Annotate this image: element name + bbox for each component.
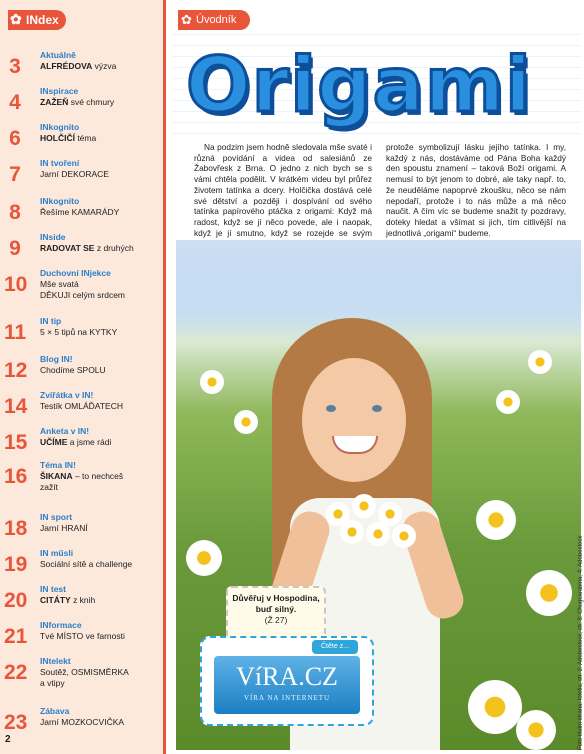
index-page-number: 15 <box>4 431 28 454</box>
index-item-title-line2: zažít <box>40 482 58 492</box>
index-item-title <box>40 279 158 290</box>
index-item[interactable] <box>0 158 162 194</box>
index-item[interactable] <box>0 706 162 742</box>
index-item-title-bold: HOLČIČÍ <box>40 133 75 143</box>
index-item-title-rest: Jarní HRANÍ <box>40 523 88 533</box>
daisy-icon <box>186 540 222 576</box>
index-item[interactable] <box>0 316 162 352</box>
index-section-label: Téma IN! <box>40 460 76 470</box>
index-item-title <box>40 61 158 72</box>
index-page-number: 21 <box>4 625 28 648</box>
index-item-title <box>40 97 158 108</box>
photo-credit-text: Foto titulní strana: fotolia, str. 2: Adobestock, str. 3: Chugcarabina, 4: Adobestock <box>578 535 584 750</box>
girl-eye-right <box>372 405 382 412</box>
index-item-title-rest: z druhých <box>94 243 134 253</box>
index-section-label: IN test <box>40 584 66 594</box>
index-item[interactable] <box>0 122 162 158</box>
index-item[interactable] <box>0 354 162 390</box>
daisy-icon <box>526 570 572 616</box>
index-item-title <box>40 667 158 678</box>
index-page-number: 18 <box>4 517 28 540</box>
index-page-number: 9 <box>9 237 21 260</box>
editorial-tab-label: Úvodník <box>196 14 237 26</box>
index-item[interactable] <box>0 460 162 496</box>
index-item-title-line2: DĚKUJI celým srdcem <box>40 290 126 300</box>
vira-cz-card[interactable] <box>200 636 374 726</box>
index-page-number: 10 <box>4 273 28 296</box>
index-sidebar <box>0 0 166 754</box>
index-item-title <box>40 559 158 570</box>
index-item-title <box>40 717 158 728</box>
index-section-label: IN sport <box>40 512 73 522</box>
index-item-title-bold: UČÍME <box>40 437 68 447</box>
index-section-label: IN tvoření <box>40 158 80 168</box>
index-page-number: 12 <box>4 359 28 382</box>
index-page-number: 16 <box>4 465 28 488</box>
index-section-label: Zvířátka v IN! <box>40 390 94 400</box>
daisy-icon <box>468 680 522 734</box>
index-item[interactable] <box>0 656 162 692</box>
read-more-button[interactable]: Čtěte z... <box>312 640 358 654</box>
article-paragraph: Na podzim jsem hodně sledovala mše svaté i různá povídání a videa od salesiánů ze Žabovřesk z Brna. O jedno z nich bych se s vámi chtěla podělit. V krátkém videu byl průřez životem tatínka a dcery. Holčička dostává celé své dětství a později i dospívání od svého tatínka papírového ptáčka z origami: Když má radost, když se jí něco povede, ale i naopak, když je jí smutno, když se rozejde se svým <box>194 142 372 238</box>
index-item-title-rest: a jsme rádi <box>67 437 112 447</box>
daisy-icon <box>476 500 516 540</box>
index-item-title-bold: CITÁTY <box>40 595 71 605</box>
index-item-title <box>40 523 158 534</box>
index-item-title-rest: z knih <box>70 595 96 605</box>
editorial-area <box>172 0 581 754</box>
index-item[interactable] <box>0 512 162 548</box>
index-item-title <box>40 595 158 606</box>
daisy-icon <box>352 494 376 518</box>
index-tab-label: INdex <box>26 13 59 27</box>
index-section-label: INspirace <box>40 86 79 96</box>
verse-reference: (Ž 27) <box>264 615 288 625</box>
index-item[interactable] <box>0 426 162 462</box>
index-tab <box>8 10 66 30</box>
daisy-icon <box>528 350 552 374</box>
index-item-title-rest: Testík OMLÁĎATECH <box>40 401 123 411</box>
index-section-label: INside <box>40 232 66 242</box>
index-page-number: 3 <box>9 55 21 78</box>
index-item-title-bold: ŠIKANA <box>40 471 73 481</box>
index-item-title-bold: RADOVAT SE <box>40 243 95 253</box>
index-item-title-rest: Řešíme KAMARÁDY <box>40 207 120 217</box>
verse-line: buď silný. <box>255 604 297 614</box>
index-section-label: Aktuálně <box>40 50 76 60</box>
index-item-title-rest: Chodíme SPOLU <box>40 365 106 375</box>
index-item-title <box>40 133 158 144</box>
editorial-tab <box>178 10 250 30</box>
index-page-number: 11 <box>4 321 27 344</box>
index-section-label: INkognito <box>40 196 80 206</box>
index-item-title-rest: Soutěž, OSMISMĚRKA <box>40 667 129 677</box>
daisy-icon <box>340 520 364 544</box>
index-item-title-rest: výzva <box>92 61 117 71</box>
index-item[interactable] <box>0 196 162 232</box>
index-page-number: 6 <box>9 127 21 150</box>
index-item-title-rest: své chmury <box>68 97 115 107</box>
index-item[interactable] <box>0 50 162 86</box>
index-section-label: Anketa v IN! <box>40 426 90 436</box>
index-item-title <box>40 365 158 376</box>
index-item[interactable] <box>0 620 162 656</box>
flower-icon: ✿ <box>10 11 22 27</box>
flower-icon: ✿ <box>181 12 192 27</box>
index-item-title-rest: Mše svatá <box>40 279 79 289</box>
index-item[interactable] <box>0 584 162 620</box>
index-item-title <box>40 243 158 254</box>
index-page-number: 7 <box>9 163 21 186</box>
index-item-title <box>40 169 158 180</box>
page-number: 2 <box>5 734 11 745</box>
index-page-number: 19 <box>4 553 28 576</box>
index-page-number: 14 <box>4 395 28 418</box>
index-item[interactable] <box>0 548 162 584</box>
index-item-title-rest: Sociální sítě a challenge <box>40 559 133 569</box>
vira-cz-tagline: VÍRA NA INTERNETU <box>243 694 331 702</box>
daisy-icon <box>516 710 556 750</box>
index-item-title <box>40 471 158 482</box>
index-item-title-rest: Jarní DEKORACE <box>40 169 109 179</box>
index-page-number: 4 <box>9 91 21 114</box>
index-item-title <box>40 631 158 642</box>
vira-cz-logo[interactable] <box>214 656 360 714</box>
index-section-label: IN tip <box>40 316 62 326</box>
index-item-title-rest: – to nechceš <box>72 471 124 481</box>
index-item-title <box>40 437 158 448</box>
daisy-icon <box>392 524 416 548</box>
index-item-title-rest: Jarní MOZKOCVIČKA <box>40 717 125 727</box>
daisy-icon <box>366 522 390 546</box>
index-page-number: 20 <box>4 589 28 612</box>
verse-line: Důvěřuj v Hospodina, <box>232 593 320 603</box>
index-section-label: INkognito <box>40 122 80 132</box>
index-section-label: Duchovní INjekce <box>40 268 111 278</box>
index-page-number: 22 <box>4 661 28 684</box>
index-section-label: IN műsli <box>40 548 74 558</box>
bible-verse-box <box>226 586 326 642</box>
index-page-number: 23 <box>4 711 28 734</box>
index-item[interactable] <box>0 268 162 304</box>
index-page-number: 8 <box>9 201 21 224</box>
index-item-title-line2: a vtipy <box>40 678 65 688</box>
index-section-label: INformace <box>40 620 82 630</box>
index-item-title <box>40 207 158 218</box>
vira-cz-logo-text: VíRA.CZ <box>236 662 338 691</box>
girl-face <box>302 358 406 482</box>
index-item-title <box>40 401 158 412</box>
index-item-title-rest: téma <box>74 133 97 143</box>
index-section-label: INtelekt <box>40 656 71 666</box>
page-title: Origami <box>186 40 533 129</box>
index-section-label: Zábava <box>40 706 70 716</box>
index-section-label: Blog IN! <box>40 354 73 364</box>
index-item[interactable] <box>0 232 162 268</box>
daisy-icon <box>200 370 224 394</box>
index-item[interactable] <box>0 86 162 122</box>
index-item-title-rest: Tvé MÍSTO ve farnosti <box>40 631 125 641</box>
daisy-icon <box>234 410 258 434</box>
index-item-title-rest: 5 × 5 tipů na KYTKY <box>40 327 118 337</box>
index-item[interactable] <box>0 390 162 426</box>
girl-eye-left <box>326 405 336 412</box>
daisy-icon <box>496 390 520 414</box>
index-item-title-bold: ZAŽEŇ <box>40 97 69 107</box>
index-item-title-bold: ALFRÉDOVA <box>40 61 93 71</box>
index-item-title <box>40 327 158 338</box>
photo-credit <box>570 520 584 750</box>
article-paragraph: protože symbolizují lásku jejího tatínka. I my, každý z nás, dostáváme od Pána Boha každý den spoustu znamení – taková Boží origami. A nemusí to být jenom to dobré, ale taky např. to, že neuděláme napoprvé zkoušku, něco se nám nepodaří, protože i to nás může a má něco naučit. A čím víc se budeme snažit ty pozdravy, doteky hledat a všímat si jich, tím citlivější na jednotlivá „origami“ budeme. <box>386 142 566 238</box>
